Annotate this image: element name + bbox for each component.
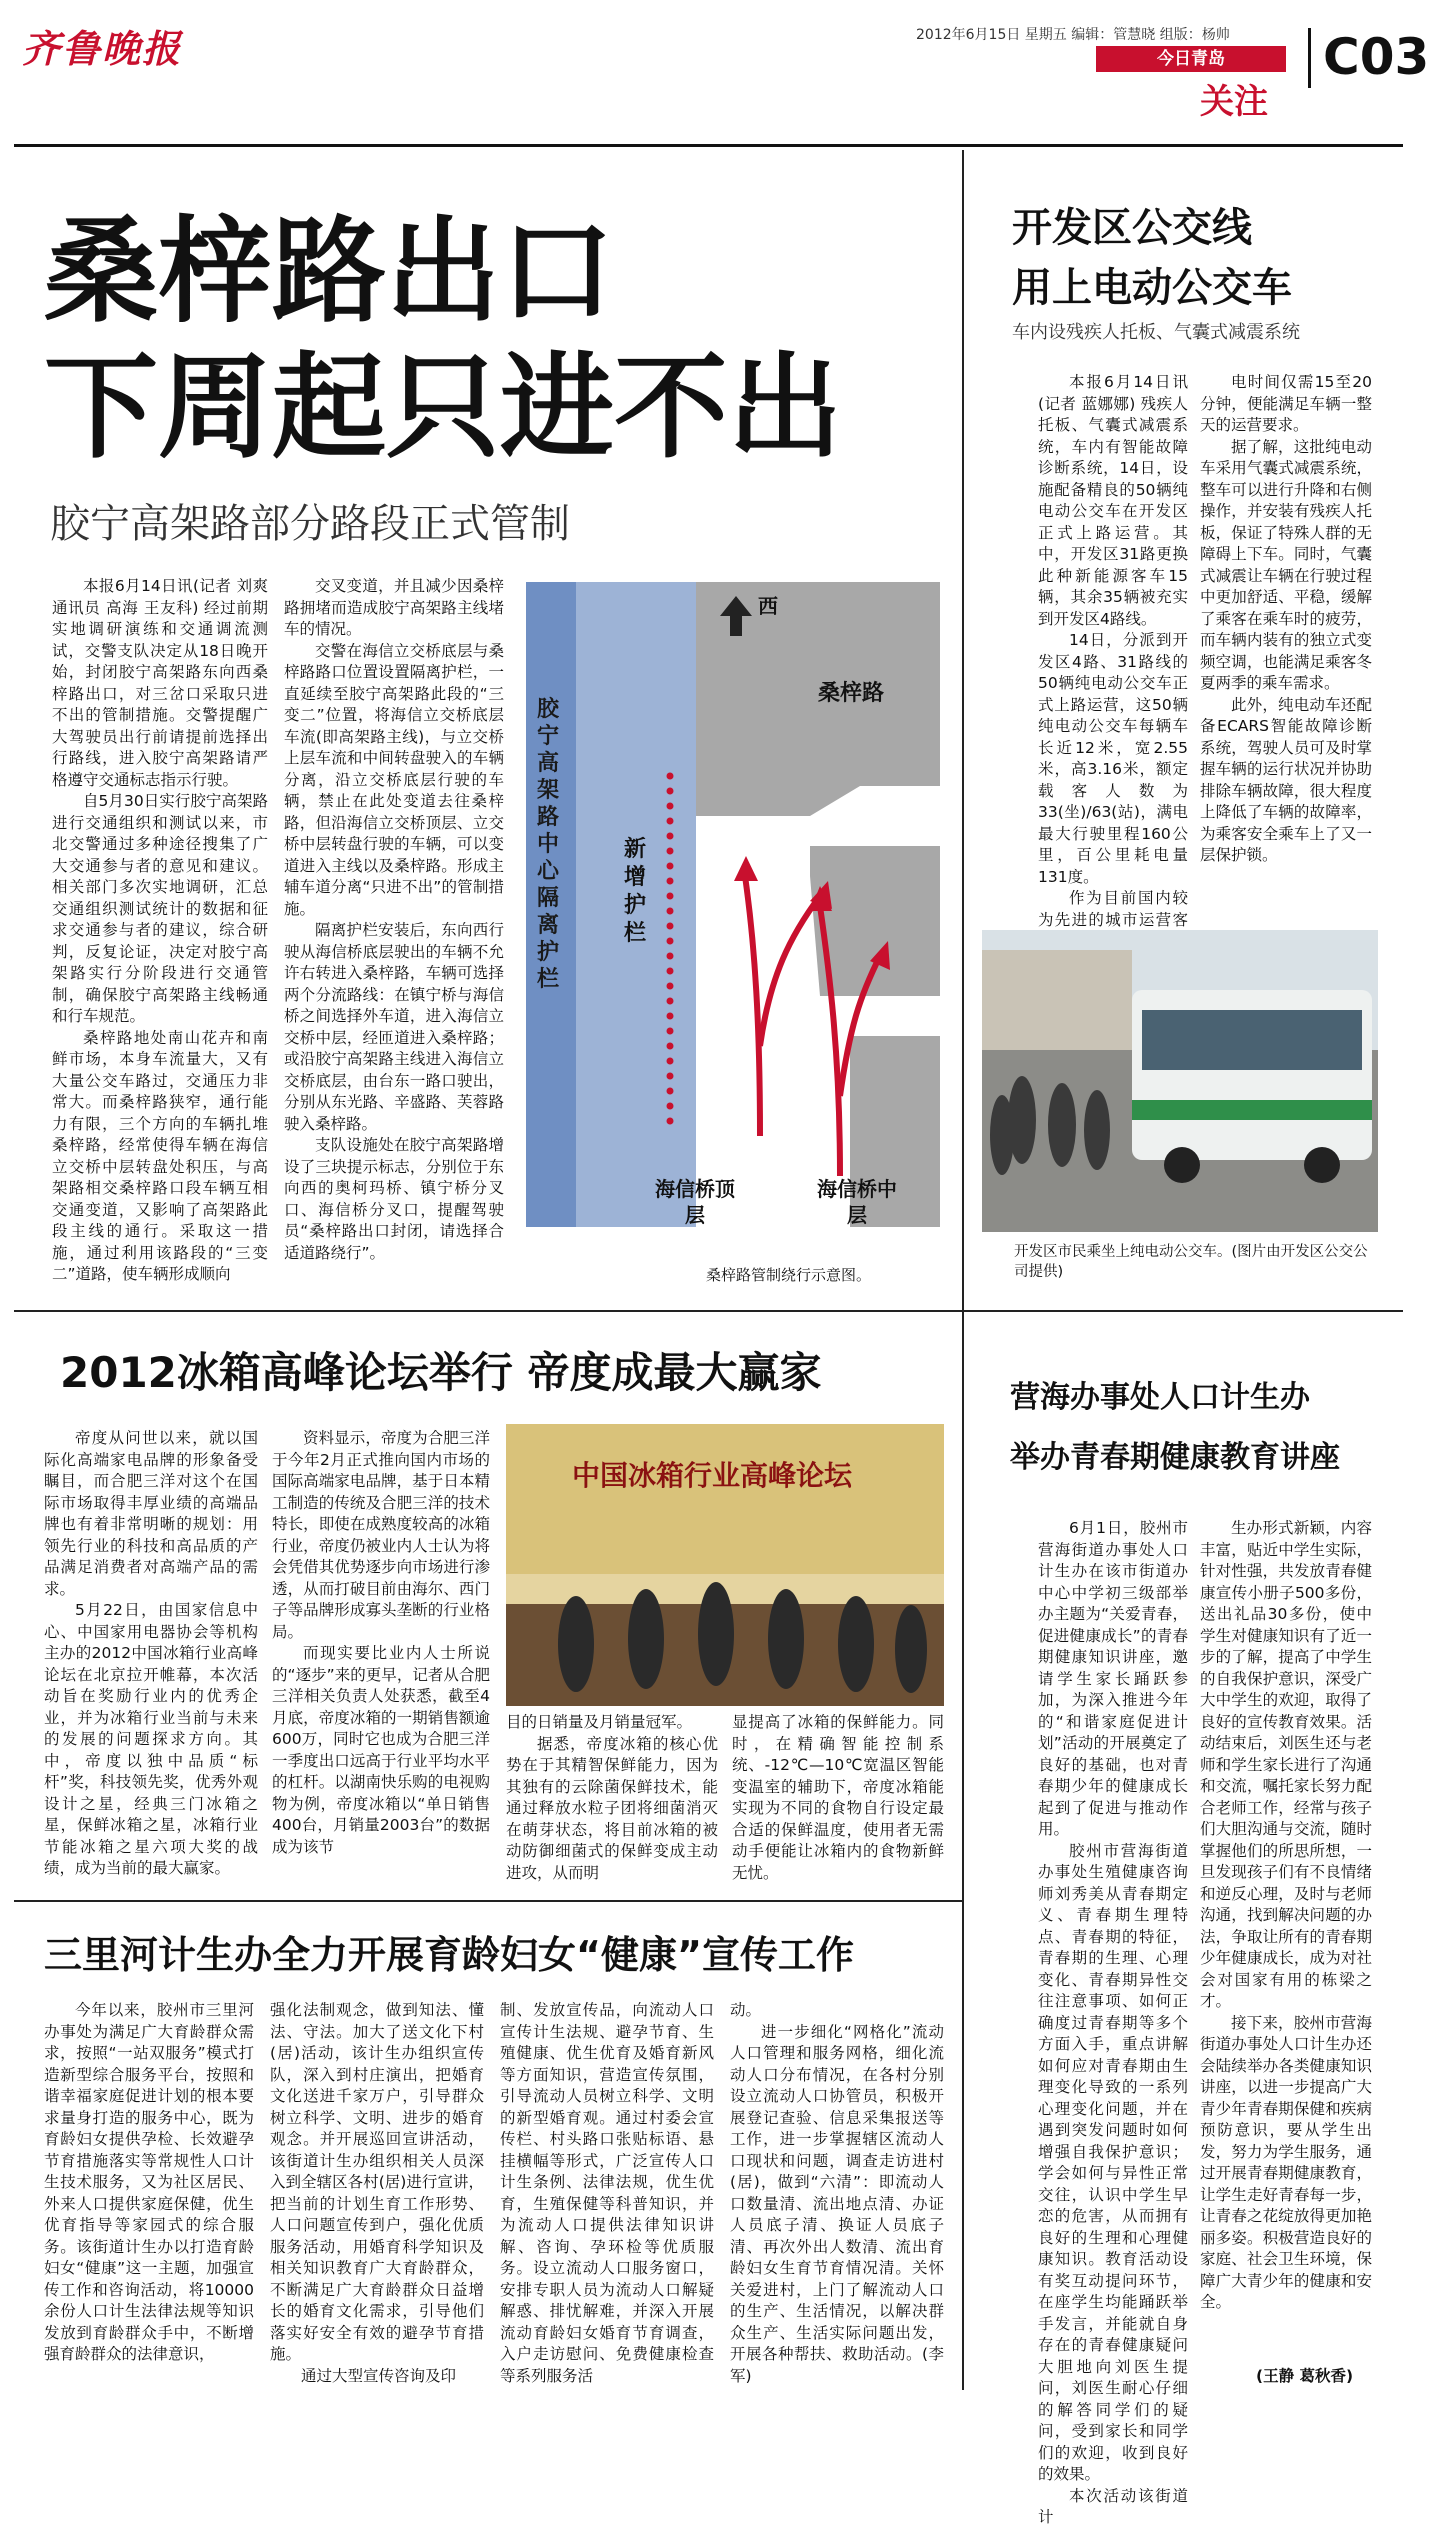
a1-paragraph: 交警在海信立交桥底层与桑梓路路口位置设置隔离护栏，一直延续至胶宁高架路此段的“三变二”位置，将海信立交桥底层车流(即高架路主线)，与立交桥上层车流和中间转盘驶入的车辆分离，沿立交桥底层行驶的车辆，禁止在此处变道去往桑梓路，但沿海信立交桥顶层、立交桥中层转盘行驶的车辆，可以变道进入主线以及桑梓路。形成主辅车道分离“只进不出”的管制措施。	[284, 641, 504, 918]
column-divider	[962, 150, 964, 1310]
map-label-guardrail: 新增护栏	[623, 837, 646, 946]
page-number: C03	[1308, 28, 1429, 88]
section-divider	[14, 1310, 1403, 1312]
section-bar: 今日青岛	[1096, 46, 1286, 72]
a5-column-3	[500, 2000, 714, 2387]
map-label-road: 胶宁高架路中心隔离护栏	[536, 697, 559, 992]
bus-photo	[982, 930, 1378, 1232]
a2-paragraph: 本报6月14日讯(记者 蓝娜娜) 残疾人托板、气囊式减震系统，车内有智能故障诊断系统，14日，设施配备精良的50辆纯电动公交车在开发区正式上路运营。其中，开发区31路更换此种新能源客车15辆，其余35辆被充实到开发区4路线。	[1038, 373, 1188, 628]
a3-column-2	[272, 1428, 490, 1858]
a5-column-4	[730, 2000, 944, 2387]
a3-paragraph: 5月22日，由国家信息中心、中国家用电器协会等机构主办的2012中国冰箱行业高峰论坛在北京拉开帷幕，本次活动旨在奖励行业内的优秀企业，并为冰箱行业当前与未来的发展的问题探求方向。其中，帝度以独中品质“标杆”奖，科技领先奖，优秀外观设计之星，经典三门冰箱之星，保鲜冰箱之星，冰箱行业节能冰箱之星六项大奖的战绩，成为当前的最大赢家。	[44, 1601, 258, 1877]
forum-photo	[506, 1424, 944, 1706]
a3-paragraph: 而现实要比业内人士所说的“逐步”来的更早，记者从合肥三洋相关负责人处获悉，截至4月底，帝度冰箱的一期销售额逾600万，同时它也成为合肥三洋一季度出口远高于行业平均水平的杠杆。以湖南快乐购的电视购物为例，帝度冰箱以“单日销售400台，月销量2003台”的数据成为该节	[272, 1644, 490, 1856]
map-caption: 桑梓路管制绕行示意图。	[706, 1266, 872, 1284]
a5-paragraph: 今年以来，胶州市三里河办事处为满足广大育龄群众需求，按照“一站双服务”模式打造新型综合服务平台，按照和谐幸福家庭促进计划的根本要求量身打造的服务中心，既为育龄妇女提供孕检、长效避孕节育措施落实等常规性人口计生技术服务，又为社区居民、外来人口提供家庭保健，优生优育指导等家园式的综合服务。该街道计生办以打造育龄妇女“健康”这一主题，加强宣传工作和咨询活动，将10000余份人口计生法律法规等知识发放到育龄群众手中，不断增强育龄群众的法律意识，	[44, 2001, 254, 2363]
a4-paragraph: 6月1日，胶州市营海街道办事处人口计生办在该市街道办中心中学初三级部举办主题为“关爱青春，促进健康成长”的青春期健康知识讲座，邀请学生家长踊跃参加，为深入推进今年的“和谐家庭促进计划”活动的开展奠定了良好的基础，也对青春期少年的健康成长起到了促进与推动作用。	[1038, 1519, 1188, 1838]
a4-title-line1: 营海办事处人口计生办	[1010, 1380, 1310, 1415]
a2-paragraph: 据了解，这批纯电动车采用气囊式减震系统，整车可以进行升降和右侧操作，并安装有残疾人托板，保证了特殊人群的无障碍上下车。同时，气囊式减震让车辆在行驶过程中更加舒适、平稳，缓解了乘客在乘车时的疲劳，而车辆内装有的独立式变频空调，也能满足乘客冬夏两季的乘车需求。	[1200, 437, 1372, 692]
a4-column-1	[1038, 1518, 1188, 2529]
a3-column-4	[732, 1712, 944, 1884]
a2-column-2	[1200, 372, 1372, 867]
a4-paragraph: 接下来，胶州市营海街道办事处人口计生办还会陆续举办各类健康知识讲座，以进一步提高广大青少年青春期保健和疾病预防意识，要从学生出发，努力为学生服务，通过开展青春期健康教育，让学生走好青春每一步，让青春之花绽放得更加艳丽多姿。积极营造良好的家庭、社会卫生环境，保障广大青少年的健康和安全。	[1200, 2013, 1372, 2311]
a4-paragraph: 本次活动该街道计	[1038, 2486, 1188, 2526]
a3-paragraph: 资料显示，帝度为合肥三洋于今年2月正式推向国内市场的国际高端家电品牌，基于日本精工制造的传统及合肥三洋的技术特长，即使在成熟度较高的冰箱行业，帝度仍被业内人士认为将会凭借其优势逐步向市场进行渗透，从而打破目前由海尔、西门子等品牌形成寡头垄断的行业格局。	[272, 1429, 490, 1641]
section-divider	[14, 1900, 962, 1902]
a5-paragraph: 通过大型宣传咨询及印	[301, 2366, 457, 2385]
a3-paragraph: 目的日销量及月销量冠军。	[506, 1713, 693, 1731]
a3-paragraph: 显提高了冰箱的保鲜能力。同时，在精确智能控制系统、-12℃—10℃宽温区智能变温室的辅助下，帝度冰箱能实现为不同的食物自行设定最合适的保鲜温度，使用者无需动手便能让冰箱内的食物新鲜无忧。	[732, 1713, 944, 1882]
a2-paragraph: 作为目前国内较为先进的城市运营客	[1038, 889, 1188, 929]
a3-column-3	[506, 1712, 718, 1884]
a1-paragraph: 交叉变道，并且减少因桑梓路拥堵而造成胶宁高架路主线堵车的情况。	[284, 577, 504, 638]
map-label-bridge-mid: 海信桥中层	[817, 1177, 897, 1227]
a1-column-1	[52, 576, 268, 1286]
newspaper-logo: 齐鲁晚报	[22, 26, 183, 71]
a2-paragraph: 电时间仅需15至20分钟，便能满足车辆一整天的运营要求。	[1200, 373, 1372, 434]
a1-paragraph: 桑梓路地处南山花卉和南鲜市场，本身车流量大，又有大量公交车路过，交通压力非常大。而桑梓路狭窄，通行能力有限，三个方向的车辆扎堆桑梓路，经常使得车辆在海信立交桥中层转盘处积压，与高架路相交桑梓路口段车辆互相交通变道，又影响了高架路此段主线的通行。采取这一措施，通过利用该路段的“三变二”道路，使车辆形成顺向	[52, 1028, 268, 1283]
a3-title: 2012冰箱高峰论坛举行 帝度成最大赢家	[60, 1348, 822, 1397]
a1-paragraph: 本报6月14日讯(记者 刘爽 通讯员 高海 王友科) 经过前期实地调研演练和交通调流测试，交警支队决定从18日晚开始，封闭胶宁高架路东向西桑梓路出口，对三岔口采取只进不出的管制措施。交警提醒广大驾驶员出行前请提前选择出行路线，进入胶宁高架路请严格遵守交通标志指示行驶。	[52, 577, 268, 789]
bus-photo-graphic	[982, 930, 1378, 1232]
a1-column-2	[284, 576, 504, 1264]
section-title: 关注	[1200, 82, 1268, 122]
a4-paragraph: 生办形式新颖，内容丰富，贴近中学生实际，针对性强，共发放青春健康宣传小册子500多份，送出礼品30多份，使中学生对健康知识有了近一步的了解，提高了中学生的自我保护意识，深受广大中学生的欢迎，取得了良好的宣传教育效果。活动结束后，刘医生还与老师和学生家长进行了沟通和交流，嘱托家长努力配合老师工作，经常与孩子们大胆沟通与交流，随时掌握他们的所思所想，一旦发现孩子们有不良情绪和逆反心理，及时与老师沟通，找到解决问题的办法，争取让所有的青春期少年健康成长，成为对社会对国家有用的栋梁之才。	[1200, 1519, 1372, 2010]
a5-paragraph: 制、发放宣传品，向流动人口宣传计生法规、避孕节育、生殖健康、优生优育及婚育新风等方面知识，营造宣传氛围，引导流动人员树立科学、文明的新型婚育观。通过村委会宣传栏、村头路口张贴标语、悬挂横幅等形式，广泛宣传人口计生条例、法律法规，优生优育，生殖保健等科普知识，并为流动人口提供法律知识讲解、咨询、孕环检等优质服务。设立流动人口服务窗口，安排专职人员为流动人口解疑解惑、排忧解难，并深入开展流动育龄妇女婚育节育调查，入户走访慰问、免费健康检查等系列服务活	[500, 2001, 714, 2385]
map-label-bridge-top: 海信桥顶层	[655, 1177, 735, 1227]
map-label-west: 西	[758, 594, 778, 618]
a2-subtitle: 车内设残疾人托板、气囊式减震系统	[1012, 322, 1300, 343]
a1-title-line1: 桑梓路出口	[44, 205, 615, 338]
a5-paragraph: 动。	[730, 2001, 762, 2019]
a1-subtitle: 胶宁高架路部分路段正式管制	[50, 501, 570, 547]
a2-column-1	[1038, 372, 1188, 1017]
a5-column-1	[44, 2000, 254, 2366]
a1-title-line2: 下周起只进不出	[44, 341, 843, 474]
column-divider	[962, 1312, 964, 2390]
a3-paragraph: 据悉，帝度冰箱的核心优势在于其精智保鲜能力，因为其独有的云除菌保鲜技术，能通过释放水粒子团将细菌消灭在萌芽状态，将目前冰箱的被动防御细菌式的保鲜变成主动进攻，从而明	[506, 1734, 718, 1882]
traffic-map	[520, 576, 940, 1290]
forum-banner-text: 中国冰箱行业高峰论坛	[572, 1459, 853, 1492]
a2-paragraph: 此外，纯电动车还配备ECARS智能故障诊断系统，驾驶人员可及时掌握车辆的运行状况并协助排除车辆故障，很大程度上降低了车辆的故障率，为乘客安全乘车上了又一层保护锁。	[1200, 695, 1372, 864]
a3-paragraph: 帝度从问世以来，就以国际化高端家电品牌的形象备受瞩目，而合肥三洋对这个在国际市场取得丰厚业绩的高端品牌也有着非常明晰的规划：用领先行业的科技和高品质的产品满足消费者对高端产品的需求。	[44, 1429, 258, 1598]
a4-paragraph: 胶州市营海街道办事处生殖健康咨询师刘秀美从青春期定义、青春期生理特点、青春期的特征，青春期的生理、心理变化、青春期异性交往注意事项、如何正确度过青春期等多个方面入手，重点讲解如何应对青春期由生理变化导致的一系列心理变化问题，并在遇到突发问题时如何增强自我保护意识；学会如何与异性正常交往，认识中学生早恋的危害，从而拥有良好的生理和心理健康知识。教育活动设有奖互动提问环节，在座学生均能踊跃举手发言，并能就自身存在的青春健康疑问大胆地向刘医生提问，刘医生耐心仔细的解答同学们的疑问，受到家长和同学们的欢迎，收到良好的效果。	[1038, 1841, 1188, 2483]
a4-column-2	[1200, 1518, 1372, 2314]
a2-paragraph: 14日，分派到开发区4路、31路线的50辆纯电动公交车正式上路运营，这50辆纯电动公交车每辆车长近12米，宽2.55米，高3.16米，额定载客人数为33(坐)/63(站)，满电最大行驶里程160公里，百公里耗电量131度。	[1038, 631, 1188, 886]
a1-paragraph: 隔离护栏安装后，东向西行驶从海信桥底层驶出的车辆不允许右转进入桑梓路，车辆可选择两个分流路线：在镇宁桥与海信桥之间选择外车道，进入海信立交桥中层，经匝道进入桑梓路；或沿胶宁高架路主线进入海信立交桥底层，由台东一路口驶出，分别从东光路、辛盛路、芙蓉路驶入桑梓路。	[284, 921, 504, 1133]
masthead-rule	[14, 144, 1403, 147]
a1-paragraph: 支队设施处在胶宁高架路增设了三块提示标志，分别位于东向西的奥柯玛桥、镇宁桥分叉口、海信桥分叉口，提醒驾驶员“桑梓路出口封闭，请选择合适道路绕行”。	[284, 1136, 504, 1262]
a5-paragraph: 强化法制观念，做到知法、懂法、守法。加大了送文化下村(居)活动，该计生办组织宣传队，深入到村庄演出，把婚育文化送进千家万户，引导群众树立科学、文明、进步的婚育观念。并开展巡回宣讲活动，该街道计生办组织相关人员深入到全辖区各村(居)进行宣讲，把当前的计划生育工作形势、人口问题宣传到户，强化优质服务活动，用婚育科学知识及相关知识教育广大育龄群众，不断满足广大育龄群众日益增长的婚育文化需求，引导他们落实好安全有效的避孕节育措施。	[270, 2001, 484, 2363]
a4-title-line2: 举办青春期健康教育讲座	[1010, 1440, 1340, 1475]
bus-photo-caption: 开发区市民乘坐上纯电动公交车。(图片由开发区公交公司提供)	[1014, 1244, 1368, 1280]
a4-byline: (王静 葛秋香)	[1256, 2367, 1354, 2385]
a5-title: 三里河计生办全力开展育龄妇女“健康”宣传工作	[44, 1933, 854, 1977]
a5-column-2	[270, 2000, 484, 2387]
a2-title-line2: 用上电动公交车	[1012, 265, 1292, 311]
issue-meta: 2012年6月15日 星期五 编辑：管慧晓 组版：杨帅	[916, 27, 1230, 43]
a2-title-line1: 开发区公交线	[1012, 205, 1252, 251]
a5-paragraph: 进一步细化“网格化”流动人口管理和服务网格，细化流动人口分布情况，在各村分别设立流动人口协管员，积极开展登记查验、信息采集报送等工作，进一步掌握辖区流动人口现状和问题，调查走访进村(居)，做到“六清”：即流动人口数量清、流出地点清、办证人员底子清、换证人员底子清、再次外出人数清、流出育龄妇女生育节育情况清。关怀关爱进村，上门了解流动人口的生产、生活情况，以解决群众生产、生活实际问题出发，开展各种帮扶、救助活动。(李军)	[730, 2022, 944, 2385]
a1-paragraph: 自5月30日实行胶宁高架路进行交通组织和测试以来，市北交警通过多种途径搜集了广大交通参与者的意见和建议。相关部门多次实地调研，汇总交通组织测试统计的数据和征求交通参与者的建议，综合研判，反复论证，决定对胶宁高架路实行分阶段进行交通管制，确保胶宁高架路主线畅通和行车规范。	[52, 792, 268, 1025]
map-label-sangzi: 桑梓路	[818, 681, 885, 706]
a3-column-1	[44, 1428, 258, 1880]
